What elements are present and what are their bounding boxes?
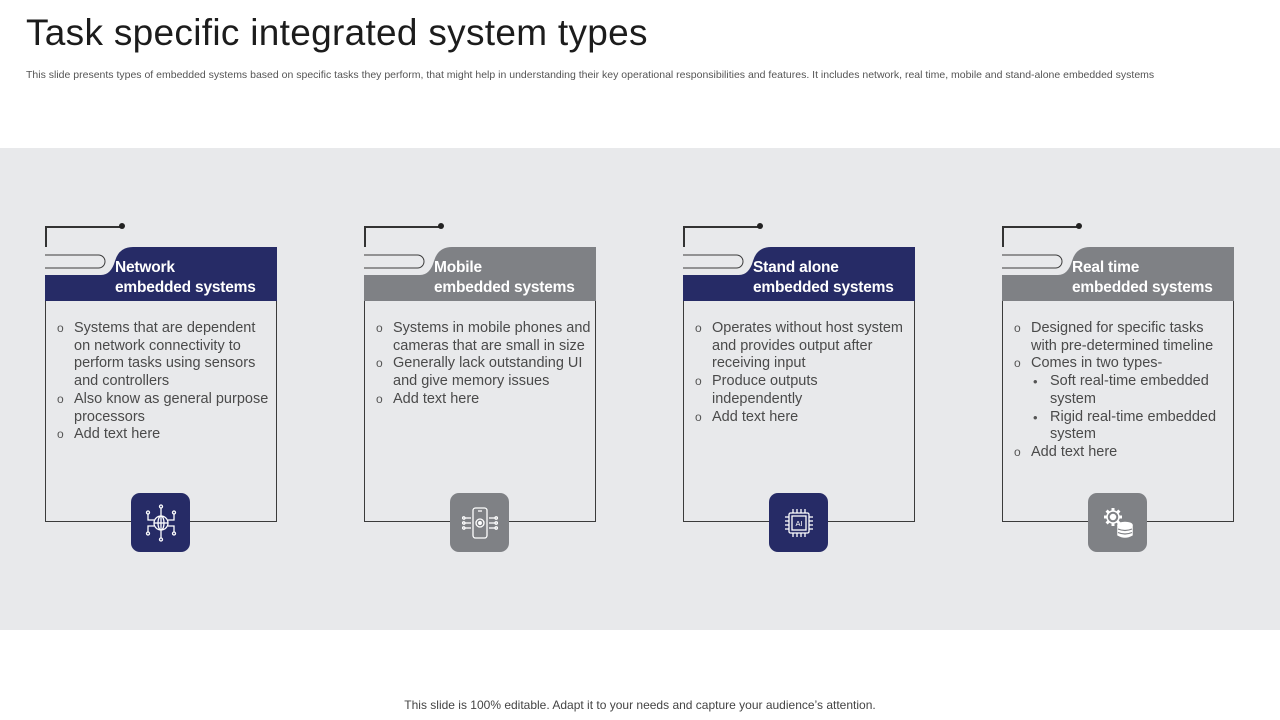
card-header <box>683 247 915 301</box>
card-header <box>364 247 596 301</box>
connector-dot <box>757 223 763 229</box>
connector-dot <box>438 223 444 229</box>
card-title-line1: Stand alone <box>753 259 839 276</box>
card-stand-alone <box>683 226 915 528</box>
ai-chip-label: AI <box>794 518 803 528</box>
list-item-text: Comes in two types- <box>1031 355 1163 372</box>
list-item: o Operates without host system and provides output after receiving input <box>695 320 910 373</box>
connector-line <box>683 226 760 228</box>
card-header <box>45 247 277 301</box>
list-item: o Add text here <box>376 391 591 409</box>
card-title-line2: embedded systems <box>434 278 575 296</box>
connector-line <box>683 226 685 248</box>
connector-line <box>1002 226 1079 228</box>
list-item: o Add text here <box>1014 444 1229 462</box>
mobile-phone-icon <box>450 493 509 552</box>
list-item: o Add text here <box>695 409 910 427</box>
card-mobile <box>364 226 596 522</box>
card-items <box>57 320 272 444</box>
sub-list <box>1031 373 1229 444</box>
card-title-line1: Network <box>115 259 175 276</box>
list-item: o Designed for specific tasks with pre-determined timeline <box>1014 320 1229 355</box>
sub-list-item: • Rigid real-time embedded system <box>1031 409 1229 444</box>
card-network <box>45 226 277 522</box>
list-item: o Also know as general purpose processors <box>57 391 272 426</box>
card-items <box>376 320 591 409</box>
slide-footer: This slide is 100% editable. Adapt it to your needs and capture your audience’s attention. <box>404 698 876 712</box>
card-title <box>434 258 594 297</box>
gear-database-icon <box>1088 493 1147 552</box>
card-title-line1: Mobile <box>434 259 482 276</box>
connector-dot <box>1076 223 1082 229</box>
list-item: o Produce outputs independently <box>695 373 910 408</box>
network-globe-icon <box>131 493 190 552</box>
list-item: o Systems that are dependent on network connectivity to perform tasks using sensors and controllers <box>57 320 272 391</box>
connector-line <box>364 226 441 228</box>
card-items <box>695 320 910 426</box>
connector-line <box>1002 226 1004 248</box>
card-header <box>1002 247 1234 301</box>
card-items <box>1014 320 1229 462</box>
slide-subtitle: This slide presents types of embedded systems based on specific tasks they perform, that might help in understanding their key operational responsibilities and features. It includes network, real time, mobile and stand-alone embedded systems <box>26 69 1155 81</box>
list-item: o Add text here <box>57 426 272 444</box>
card-title <box>1072 258 1232 297</box>
connector-line <box>364 226 366 248</box>
list-item: o Systems in mobile phones and cameras that are small in size <box>376 320 591 355</box>
card-title-line1: Real time <box>1072 259 1140 276</box>
card-title-line2: embedded systems <box>1072 278 1213 296</box>
card-title <box>115 258 275 297</box>
list-item: o Generally lack outstanding UI and give memory issues <box>376 355 591 390</box>
sub-list-item: • Soft real-time embedded system <box>1031 373 1229 408</box>
connector-line <box>45 226 47 248</box>
list-item <box>1014 355 1229 444</box>
card-real-time <box>1002 226 1234 522</box>
card-title <box>753 258 913 297</box>
connector-line <box>45 226 122 228</box>
slide-title: Task specific integrated system types <box>26 12 648 53</box>
ai-chip-icon <box>769 493 828 552</box>
card-title-line2: embedded systems <box>115 278 256 296</box>
card-title-line2: embedded systems <box>753 278 894 296</box>
connector-dot <box>119 223 125 229</box>
